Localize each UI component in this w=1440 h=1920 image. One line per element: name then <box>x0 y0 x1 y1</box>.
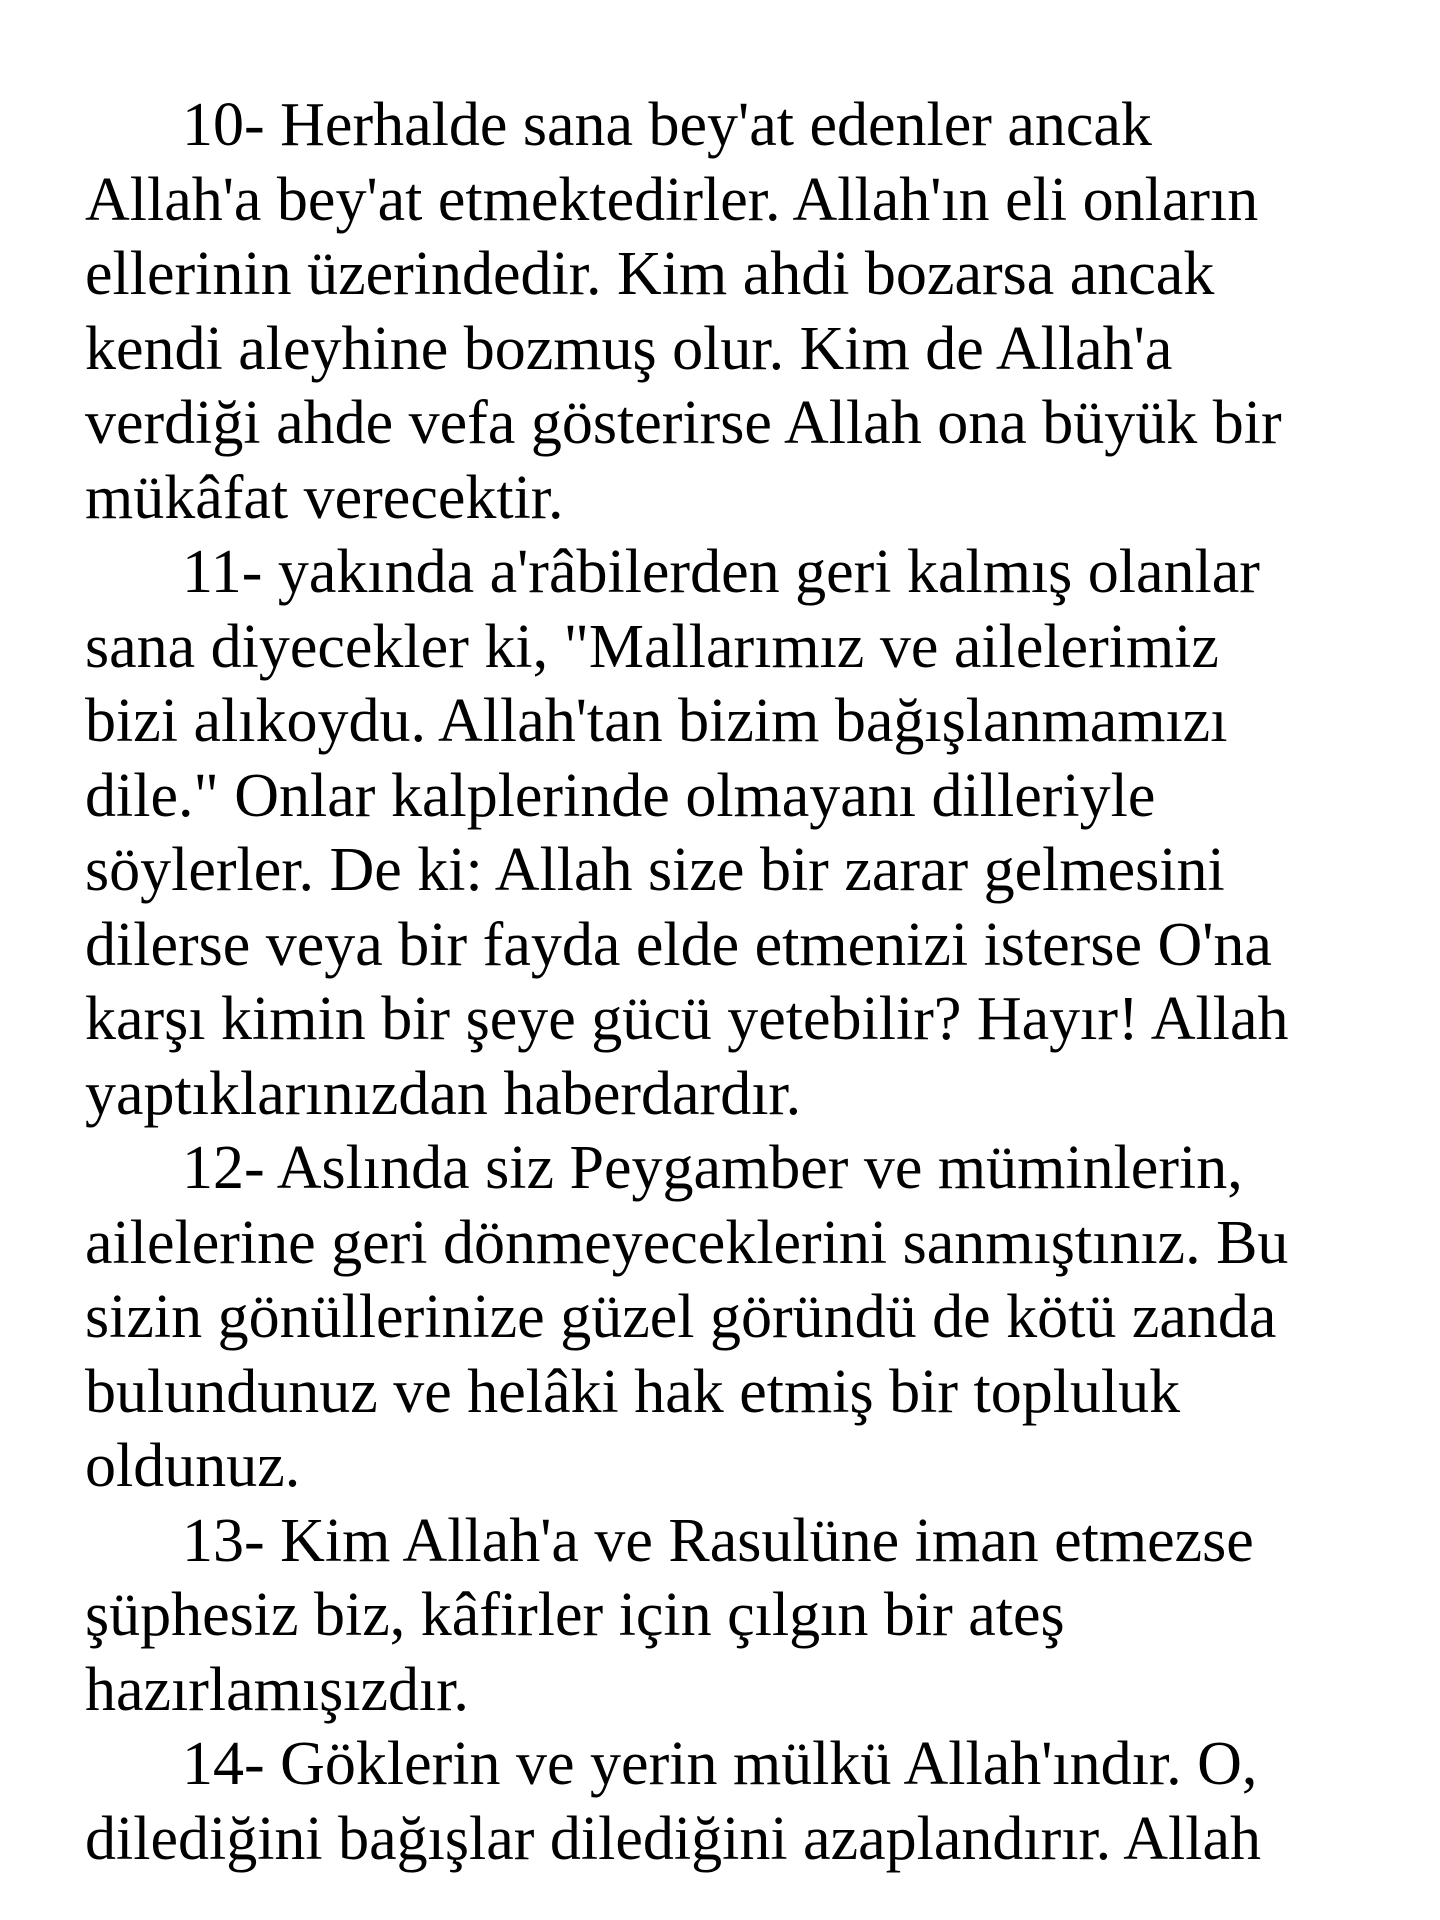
text-line: ailelerine geri dönmeyeceklerini sanmıştınız. Bu <box>85 1208 1289 1277</box>
text-line: bizi alıkoydu. Allah'tan bizim bağışlanmamızı <box>85 687 1228 755</box>
text-line: karşı kimin bir şeye gücü yetebilir? Hayır! Allah <box>85 985 1289 1053</box>
text-line: mükâfat verecektir. <box>85 463 564 532</box>
text-line: 14- Göklerin ve yerin mülkü Allah'ındır. O, <box>182 1730 1258 1798</box>
text-line: kendi aleyhine bozmuş olur. Kim de Allah'a <box>85 314 1173 383</box>
document-page <box>85 88 1385 1876</box>
text-line: sana diyecekler ki, "Mallarımız ve ailelerimiz <box>85 612 1219 681</box>
text-line: 11- yakında a'râbilerden geri kalmış olanlar <box>182 538 1260 606</box>
text-line: oldunuz. <box>85 1432 301 1500</box>
text-line: yaptıklarınızdan haberdardır. <box>85 1059 802 1128</box>
text-line: dilerse veya bir fayda elde etmenizi isterse O'na <box>85 910 1272 979</box>
text-line: hazırlamışızdır. <box>85 1655 469 1724</box>
text-line: ellerinin üzerindedir. Kim ahdi bozarsa ancak <box>85 240 1215 308</box>
text-line: verdiği ahde vefa gösterirse Allah ona büyük bir <box>85 389 1282 457</box>
text-line: 12- Aslında siz Peygamber ve müminlerin, <box>182 1134 1243 1202</box>
text-line: sizin gönüllerinize güzel göründü de kötü zanda <box>85 1283 1277 1351</box>
text-line: dile." Onlar kalplerinde olmayanı dilleriyle <box>85 761 1156 830</box>
text-line: söylerler. De ki: Allah size bir zarar gelmesini <box>85 836 1225 904</box>
text-line: dilediğini bağışlar dilediğini azaplandırır. Allah <box>85 1804 1262 1873</box>
text-line: bulundunuz ve helâki hak etmiş bir topluluk <box>85 1357 1181 1426</box>
text-line: şüphesiz biz, kâfirler için çılgın bir ateş <box>85 1581 1065 1649</box>
text-line: 10- Herhalde sana bey'at edenler ancak <box>182 91 1152 159</box>
text-line: Allah'a bey'at etmektedirler. Allah'ın eli onların <box>85 165 1259 234</box>
text-line: 13- Kim Allah'a ve Rasulüne iman etmezse <box>182 1506 1254 1575</box>
